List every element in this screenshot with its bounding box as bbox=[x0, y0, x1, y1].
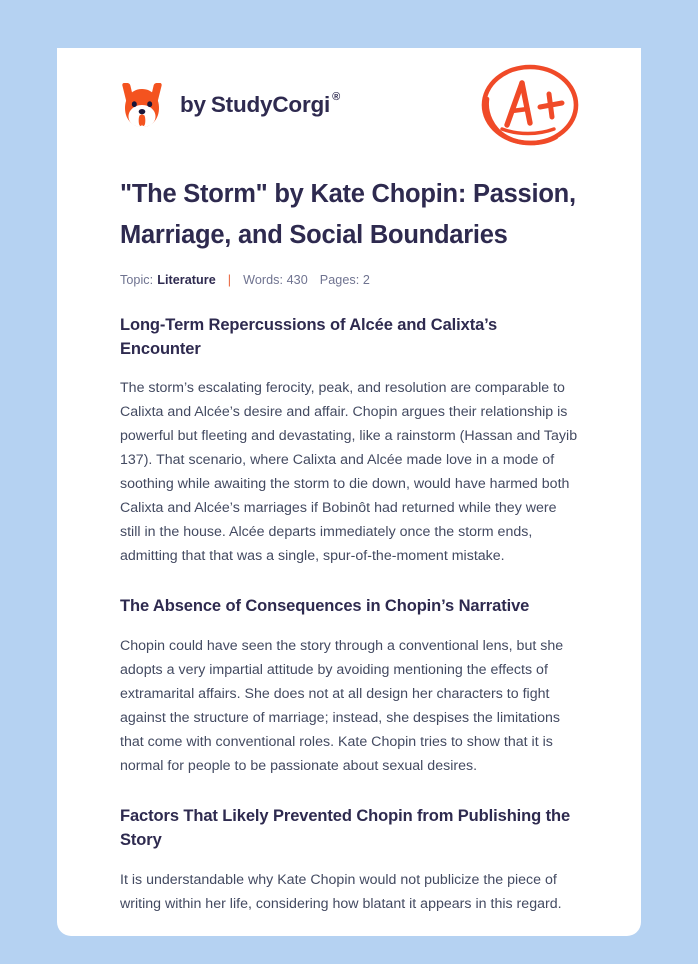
document-section bbox=[120, 313, 578, 569]
section-paragraph: The storm’s escalating ferocity, peak, and resolution are comparable to Calixta and Alcée’s desire and affair. Chopin argues their relationship is powerful but fleeting and devastating, like a rainstorm (Hassan and Tayib 137). That scenario, where Calixta and Alcée made love in a mode of soothing while awaiting the storm to die down, would have harmed both Calixta and Alcée’s marriages if Bobinôt had returned while they were still in the house. Alcée departs immediately once the storm ends, admitting that that was a single, spur-of-the-moment mistake. bbox=[120, 380, 578, 565]
document-section bbox=[120, 804, 578, 916]
brand-by-label: by bbox=[180, 91, 206, 117]
document-section bbox=[120, 594, 578, 777]
brand-wordmark bbox=[180, 90, 341, 117]
meta-words: Words: 430 bbox=[243, 272, 308, 287]
meta-pages: Pages: 2 bbox=[319, 272, 370, 287]
section-heading: Factors That Likely Prevented Chopin from Publishing the Story bbox=[120, 806, 571, 850]
document-meta bbox=[120, 273, 578, 287]
meta-topic-label: Topic: bbox=[120, 272, 154, 287]
page-title: "The Storm" by Kate Chopin: Passion, Marriage, and Social Boundaries bbox=[120, 180, 576, 250]
section-paragraph: It is understandable why Kate Chopin would not publicize the piece of writing within her life, considering how blatant it appears in this regard. bbox=[120, 871, 562, 912]
document-body bbox=[120, 313, 578, 916]
document-sheet bbox=[57, 48, 641, 936]
corgi-face-icon bbox=[120, 81, 164, 129]
registered-trademark-icon: ® bbox=[332, 90, 341, 103]
brand-logo[interactable] bbox=[120, 81, 340, 129]
section-heading: The Absence of Consequences in Chopin’s Narrative bbox=[120, 597, 530, 616]
section-heading: Long-Term Repercussions of Alcée and Calixta’s Encounter bbox=[120, 315, 498, 358]
section-paragraph: Chopin could have seen the story through a conventional lens, but she adopts a very impartial attitude by avoiding mentioning the effects of extramarital affairs. She does not at all design her characters to fight against the structure of marriage; instead, she despises the limitations that come with conventional roles. Kate Chopin tries to show that it is normal for people to be passionate about sexual desires. bbox=[120, 637, 564, 774]
document-header bbox=[120, 48, 578, 152]
meta-topic-value[interactable]: Literature bbox=[157, 272, 216, 287]
brand-name-label: StudyCorgi bbox=[210, 91, 331, 117]
meta-separator: | bbox=[227, 272, 232, 287]
a-plus-circled-icon bbox=[478, 61, 578, 149]
